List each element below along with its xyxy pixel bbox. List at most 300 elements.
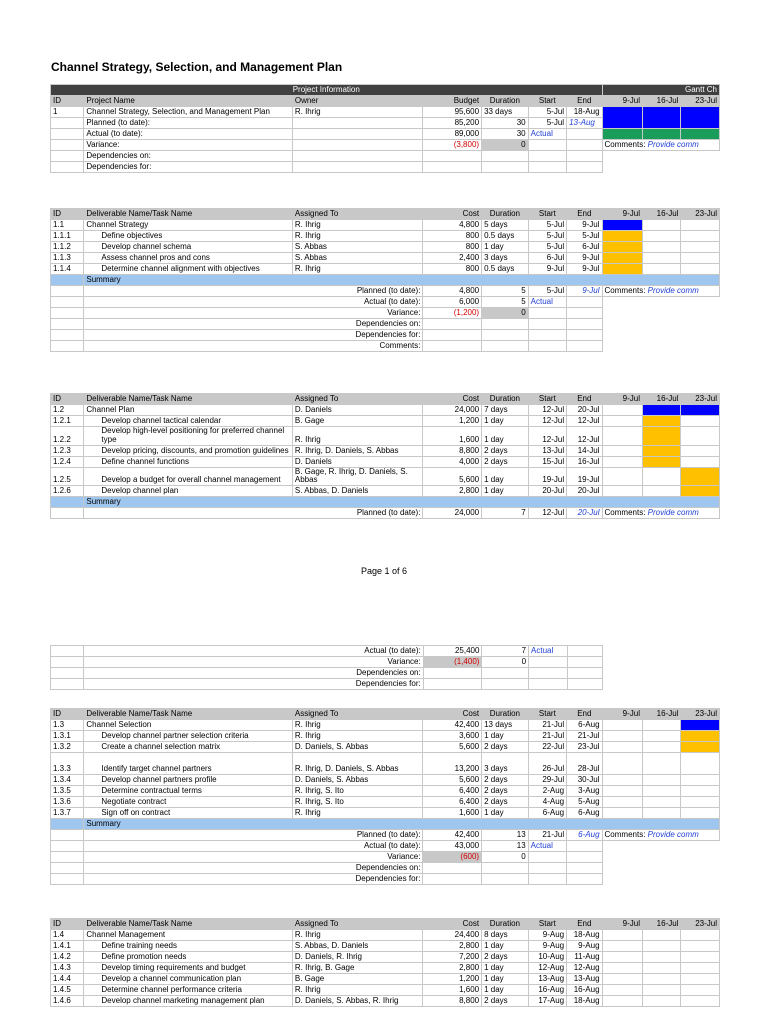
variance-duration: 0 <box>482 852 529 863</box>
cell-end: 6-Aug <box>567 808 602 819</box>
cell-start: 12-Jul <box>528 416 566 427</box>
task-row <box>51 808 720 819</box>
col-end: End <box>567 919 602 930</box>
gantt-date: 9-Jul <box>602 209 642 220</box>
comments-label: Comments: <box>604 286 646 296</box>
planned-duration: 30 <box>482 118 529 129</box>
cell-assigned: R. Ihrig <box>292 220 423 231</box>
cell-end: 16-Aug <box>567 985 602 996</box>
cell-start: 17-Aug <box>528 996 566 1007</box>
project-banner-row <box>51 85 720 96</box>
cell-id: 1.3 <box>51 720 84 731</box>
cell-task-name: Channel Management <box>84 930 292 941</box>
col-task-name: Deliverable Name/Task Name <box>84 919 292 930</box>
col-assigned: Assigned To <box>292 209 423 220</box>
cell-assigned: R. Ihrig <box>292 808 423 819</box>
cell-cost: 1,600 <box>423 808 482 819</box>
cell-duration: 5 days <box>482 220 529 231</box>
gantt-chart-banner: Gantt Ch <box>602 85 719 96</box>
task-table-1-2-continued <box>50 645 720 690</box>
cell-end: 28-Jul <box>567 753 602 775</box>
cell-start: 21-Jul <box>528 720 566 731</box>
cell-duration: 2 days <box>482 996 529 1007</box>
cell-end: 9-Jul <box>567 220 602 231</box>
task-table-1-2 <box>50 393 720 519</box>
cell-duration: 1 day <box>482 963 529 974</box>
col-id: ID <box>51 394 84 405</box>
cell-end: 20-Jul <box>567 405 602 416</box>
actual-row <box>51 646 721 657</box>
planned-row <box>51 830 720 841</box>
cell-start: 19-Jul <box>528 467 566 486</box>
cell-duration: 1 day <box>482 242 529 253</box>
cell-end: 18-Aug <box>567 107 602 118</box>
cell-duration: 3 days <box>482 753 529 775</box>
cell-task-name: Develop timing requirements and budget <box>84 963 292 974</box>
cell-task-name: Identify target channel partners <box>84 753 292 775</box>
cell-duration: 33 days <box>482 107 529 118</box>
summary-row <box>51 275 720 286</box>
project-info-table <box>50 84 720 173</box>
task-table-1-4 <box>50 918 720 1007</box>
cell-id: 1.2.5 <box>51 467 84 486</box>
project-row <box>51 107 720 118</box>
cell-assigned: B. Gage, R. Ihrig, D. Daniels, S. Abbas <box>292 467 423 486</box>
cell-start: 16-Aug <box>528 985 566 996</box>
planned-label: Planned (to date): <box>84 508 423 519</box>
task-row <box>51 775 720 786</box>
actual-cost: 25,400 <box>423 646 482 657</box>
cell-id: 1.1.1 <box>51 231 84 242</box>
dep-on-row <box>51 319 720 330</box>
variance-row <box>51 852 720 863</box>
cell-end: 6-Jul <box>567 242 602 253</box>
variance-duration: 0 <box>482 308 529 319</box>
comments-cell <box>602 508 719 519</box>
cell-start: 29-Jul <box>528 775 566 786</box>
cell-assigned: R. Ihrig <box>292 231 423 242</box>
gantt-bar <box>602 107 642 129</box>
cell-cost: 2,800 <box>423 941 482 952</box>
cell-duration: 13 days <box>482 720 529 731</box>
cell-end: 3-Aug <box>567 786 602 797</box>
actual-duration: 13 <box>482 841 529 852</box>
actual-link[interactable]: Actual <box>528 129 566 140</box>
cell-task-name: Determine contractual terms <box>84 786 292 797</box>
cell-cost: 3,600 <box>423 731 482 742</box>
gantt-bar <box>681 467 720 486</box>
cell-id: 1.2.2 <box>51 427 84 446</box>
col-cost: Cost <box>423 209 482 220</box>
task-row <box>51 797 720 808</box>
cell-start: 15-Jul <box>528 456 566 467</box>
col-id: ID <box>51 96 84 107</box>
variance-cost: (600) <box>423 852 482 863</box>
cell-assigned: D. Daniels, S. Abbas <box>292 742 423 753</box>
col-end: End <box>567 394 602 405</box>
cell-duration: 2 days <box>482 456 529 467</box>
cell-cost: 5,600 <box>423 775 482 786</box>
cell-end: 13-Aug <box>567 974 602 985</box>
cell-cost: 1,600 <box>423 985 482 996</box>
cell-duration: 1 day <box>482 985 529 996</box>
actual-label: Actual (to date): <box>84 646 423 657</box>
summary-row <box>51 497 720 508</box>
col-end: End <box>567 96 602 107</box>
comments-value[interactable]: Provide comm <box>647 830 699 840</box>
cell-task-name: Define objectives <box>84 231 292 242</box>
cell-start: 5-Jul <box>528 220 566 231</box>
comments-value[interactable]: Provide comm <box>647 508 699 518</box>
dependencies-for-label: Dependencies for: <box>84 330 423 341</box>
cell-end: 9-Aug <box>567 941 602 952</box>
actual-duration: 30 <box>482 129 529 140</box>
task-row <box>51 456 720 467</box>
cell-assigned: S. Abbas, D. Daniels <box>292 941 423 952</box>
gantt-date: 16-Jul <box>643 919 681 930</box>
col-duration: Duration <box>482 96 529 107</box>
page-number: Page 1 of 6 <box>360 566 408 576</box>
cell-cost: 1,600 <box>423 427 482 446</box>
cell-id: 1.4.1 <box>51 941 84 952</box>
cell-task-name: Develop channel schema <box>84 242 292 253</box>
gantt-date: 16-Jul <box>643 394 681 405</box>
cell-end: 18-Aug <box>567 930 602 941</box>
cell-duration: 2 days <box>482 786 529 797</box>
task-row <box>51 231 720 242</box>
task-row <box>51 220 720 231</box>
gantt-bar <box>681 731 720 742</box>
cell-end: 12-Jul <box>567 427 602 446</box>
dependencies-on-label: Dependencies on: <box>84 319 423 330</box>
dependencies-on-label: Dependencies on: <box>84 151 292 162</box>
cell-assigned: D. Daniels, S. Abbas <box>292 775 423 786</box>
cell-cost: 5,600 <box>423 467 482 486</box>
cell-start: 5-Jul <box>528 107 566 118</box>
project-variance-row <box>51 140 720 151</box>
planned-row <box>51 286 720 297</box>
gantt-date: 23-Jul <box>681 709 720 720</box>
cell-end: 5-Aug <box>567 797 602 808</box>
cell-id: 1.1 <box>51 220 84 231</box>
planned-end: 13-Aug <box>567 118 602 129</box>
variance-cost: (1,400) <box>423 657 482 668</box>
cell-end: 21-Jul <box>567 731 602 742</box>
cell-cost: 800 <box>423 231 482 242</box>
dep-for-row <box>51 679 721 690</box>
cell-cost: 42,400 <box>423 720 482 731</box>
cell-cost: 13,200 <box>423 753 482 775</box>
cell-task-name: Define channel functions <box>84 456 292 467</box>
dependencies-for-label: Dependencies for: <box>84 874 423 885</box>
col-duration: Duration <box>482 919 529 930</box>
cell-cost: 6,400 <box>423 797 482 808</box>
cell-id: 1.2.4 <box>51 456 84 467</box>
task-row <box>51 445 720 456</box>
col-assigned: Assigned To <box>292 709 423 720</box>
planned-end: 20-Jul <box>567 508 602 519</box>
task-row <box>51 985 720 996</box>
col-task-name: Deliverable Name/Task Name <box>84 709 292 720</box>
gantt-bar <box>681 129 720 140</box>
cell-cost: 7,200 <box>423 952 482 963</box>
cell-assigned: D. Daniels, R. Ihrig <box>292 952 423 963</box>
cell-task-name: Channel Plan <box>84 405 292 416</box>
cell-task-name: Develop a channel communication plan <box>84 974 292 985</box>
cell-task-name: Develop channel partner selection criteria <box>84 731 292 742</box>
gantt-bar <box>681 720 720 731</box>
col-assigned: Assigned To <box>292 919 423 930</box>
cell-start: 20-Jul <box>528 486 566 497</box>
task-row <box>51 467 720 486</box>
cell-id: 1.4.3 <box>51 963 84 974</box>
cell-end: 23-Jul <box>567 742 602 753</box>
cell-task-name: Develop a budget for overall channel management <box>84 467 292 486</box>
task-row <box>51 416 720 427</box>
cell-project-name: Channel Strategy, Selection, and Management Plan <box>84 107 292 118</box>
cell-end: 16-Jul <box>567 456 602 467</box>
actual-link[interactable]: Actual <box>529 646 567 657</box>
task-row <box>51 264 720 275</box>
col-task-name: Deliverable Name/Task Name <box>84 394 292 405</box>
cell-cost: 4,000 <box>423 456 482 467</box>
comments-value[interactable]: Provide comm <box>647 140 699 150</box>
cell-cost: 24,400 <box>423 930 482 941</box>
project-dep-for-row <box>51 162 720 173</box>
cell-duration: 1 day <box>482 974 529 985</box>
cell-assigned: R. Ihrig, D. Daniels, S. Abbas <box>292 753 423 775</box>
task-header-row <box>51 919 720 930</box>
cell-start: 9-Aug <box>528 941 566 952</box>
gantt-bar <box>643 129 681 140</box>
cell-assigned: R. Ihrig, S. Ito <box>292 786 423 797</box>
cell-cost: 1,200 <box>423 974 482 985</box>
comments-row <box>51 341 720 352</box>
gantt-bar <box>602 253 642 264</box>
cell-cost: 2,400 <box>423 253 482 264</box>
task-header-row <box>51 709 720 720</box>
cell-start: 9-Jul <box>528 264 566 275</box>
variance-label: Variance: <box>84 140 292 151</box>
task-row <box>51 427 720 446</box>
cell-end: 12-Jul <box>567 416 602 427</box>
col-start: Start <box>528 394 566 405</box>
planned-duration: 5 <box>482 286 529 297</box>
dep-on-row <box>51 863 720 874</box>
gantt-bar <box>602 242 642 253</box>
cell-cost: 800 <box>423 242 482 253</box>
cell-task-name: Define promotion needs <box>84 952 292 963</box>
cell-assigned: S. Abbas, D. Daniels <box>292 486 423 497</box>
cell-duration: 1 day <box>482 941 529 952</box>
col-start: Start <box>528 709 566 720</box>
planned-cost: 24,000 <box>423 508 482 519</box>
cell-task-name: Develop pricing, discounts, and promotion guidelines <box>84 445 292 456</box>
cell-id: 1.4.6 <box>51 996 84 1007</box>
actual-cost: 43,000 <box>423 841 482 852</box>
cell-duration: 2 days <box>482 445 529 456</box>
gantt-bar <box>643 107 681 129</box>
cell-cost: 8,800 <box>423 445 482 456</box>
cell-task-name: Develop high-level positioning for preferred channel type <box>84 427 292 446</box>
summary-label: Summary <box>84 275 720 286</box>
cell-start: 2-Aug <box>528 786 566 797</box>
planned-row <box>51 508 720 519</box>
cell-start: 6-Jul <box>528 253 566 264</box>
cell-cost: 2,800 <box>423 963 482 974</box>
cell-start: 21-Jul <box>528 731 566 742</box>
cell-end: 18-Aug <box>567 996 602 1007</box>
cell-start: 26-Jul <box>528 753 566 775</box>
variance-row <box>51 657 721 668</box>
cell-assigned: R. Ihrig <box>292 985 423 996</box>
task-row <box>51 720 720 731</box>
cell-start: 12-Jul <box>528 405 566 416</box>
gantt-bar <box>643 405 681 416</box>
planned-start: 12-Jul <box>528 508 566 519</box>
gantt-bar <box>643 416 681 427</box>
planned-label: Planned (to date): <box>84 118 292 129</box>
task-row <box>51 996 720 1007</box>
dep-for-row <box>51 874 720 885</box>
gantt-date: 16-Jul <box>643 709 681 720</box>
cell-duration: 1 day <box>482 731 529 742</box>
col-id: ID <box>51 209 84 220</box>
cell-assigned: R. Ihrig, S. Ito <box>292 797 423 808</box>
cell-id: 1.4.4 <box>51 974 84 985</box>
actual-duration: 5 <box>482 297 529 308</box>
gantt-date: 23-Jul <box>681 394 720 405</box>
cell-task-name: Channel Selection <box>84 720 292 731</box>
gantt-bar <box>643 427 681 446</box>
cell-end: 30-Jul <box>567 775 602 786</box>
planned-start: 21-Jul <box>528 830 566 841</box>
actual-row <box>51 297 720 308</box>
comments-cell <box>602 140 719 151</box>
document-title: Channel Strategy, Selection, and Management Plan <box>51 60 343 74</box>
gantt-date: 23-Jul <box>681 919 720 930</box>
cell-start: 10-Aug <box>528 952 566 963</box>
cell-id: 1.2.3 <box>51 445 84 456</box>
gantt-bar <box>602 129 642 140</box>
col-assigned: Assigned To <box>292 394 423 405</box>
task-row <box>51 753 720 775</box>
cell-task-name: Determine channel alignment with objectives <box>84 264 292 275</box>
task-row <box>51 405 720 416</box>
actual-duration: 7 <box>482 646 529 657</box>
task-row <box>51 930 720 941</box>
variance-label: Variance: <box>84 657 423 668</box>
dependencies-on-label: Dependencies on: <box>84 668 423 679</box>
cell-assigned: D. Daniels <box>292 456 423 467</box>
cell-owner: R. Ihrig <box>292 107 423 118</box>
cell-start: 13-Jul <box>528 445 566 456</box>
task-row <box>51 731 720 742</box>
actual-link[interactable]: Actual <box>528 841 566 852</box>
variance-duration: 0 <box>482 140 529 151</box>
gantt-bar <box>681 742 720 753</box>
cell-assigned: R. Ihrig <box>292 930 423 941</box>
cell-start: 22-Jul <box>528 742 566 753</box>
col-cost: Cost <box>423 394 482 405</box>
col-budget: Budget <box>423 96 482 107</box>
cell-start: 4-Aug <box>528 797 566 808</box>
cell-assigned: B. Gage <box>292 416 423 427</box>
cell-cost: 800 <box>423 264 482 275</box>
cell-cost: 2,800 <box>423 486 482 497</box>
gantt-date: 9-Jul <box>602 709 642 720</box>
col-project-name: Project Name <box>84 96 292 107</box>
variance-row <box>51 308 720 319</box>
cell-id: 1.4.5 <box>51 985 84 996</box>
cell-task-name: Negotiate contract <box>84 797 292 808</box>
comments-label: Comments: <box>604 140 646 150</box>
planned-end: 6-Aug <box>567 830 602 841</box>
comments-label: Comments: <box>84 341 423 352</box>
col-duration: Duration <box>482 209 529 220</box>
cell-assigned: D. Daniels <box>292 405 423 416</box>
gantt-bar <box>643 445 681 456</box>
cell-duration: 2 days <box>482 952 529 963</box>
task-row <box>51 786 720 797</box>
dependencies-for-label: Dependencies for: <box>84 679 423 690</box>
comments-cell <box>602 830 719 841</box>
gantt-bar <box>681 107 720 129</box>
col-duration: Duration <box>482 394 529 405</box>
comments-value[interactable]: Provide comm <box>647 286 699 296</box>
actual-link[interactable]: Actual <box>528 297 566 308</box>
cell-start: 12-Jul <box>528 427 566 446</box>
cell-duration: 0.5 days <box>482 231 529 242</box>
col-id: ID <box>51 709 84 720</box>
cell-duration: 1 day <box>482 808 529 819</box>
cell-duration: 2 days <box>482 797 529 808</box>
variance-cost: (1,200) <box>423 308 482 319</box>
cell-duration: 1 day <box>482 416 529 427</box>
comments-label: Comments: <box>604 830 646 840</box>
cell-assigned: D. Daniels, S. Abbas, R. Ihrig <box>292 996 423 1007</box>
dependencies-for-label: Dependencies for: <box>84 162 292 173</box>
dep-on-row <box>51 668 721 679</box>
cell-duration: 0.5 days <box>482 264 529 275</box>
summary-label: Summary <box>84 497 720 508</box>
project-header-row <box>51 96 720 107</box>
cell-id: 1.4 <box>51 930 84 941</box>
cell-cost: 5,600 <box>423 742 482 753</box>
gantt-bar <box>602 264 642 275</box>
cell-id: 1.2 <box>51 405 84 416</box>
cell-end: 5-Jul <box>567 231 602 242</box>
col-end: End <box>567 709 602 720</box>
cell-task-name: Develop channel marketing management plan <box>84 996 292 1007</box>
variance-budget: (3,800) <box>423 140 482 151</box>
actual-cost: 6,000 <box>423 297 482 308</box>
gantt-date: 9-Jul <box>602 919 642 930</box>
gantt-date: 9-Jul <box>602 394 642 405</box>
cell-assigned: S. Abbas <box>292 253 423 264</box>
col-end: End <box>567 209 602 220</box>
cell-id: 1.3.3 <box>51 753 84 775</box>
project-actual-row <box>51 129 720 140</box>
variance-duration: 0 <box>482 657 529 668</box>
cell-assigned: S. Abbas <box>292 242 423 253</box>
dep-for-row <box>51 330 720 341</box>
actual-label: Actual (to date): <box>84 841 423 852</box>
cell-end: 9-Jul <box>567 253 602 264</box>
cell-task-name: Develop channel plan <box>84 486 292 497</box>
task-table-1-1 <box>50 208 720 352</box>
col-id: ID <box>51 919 84 930</box>
